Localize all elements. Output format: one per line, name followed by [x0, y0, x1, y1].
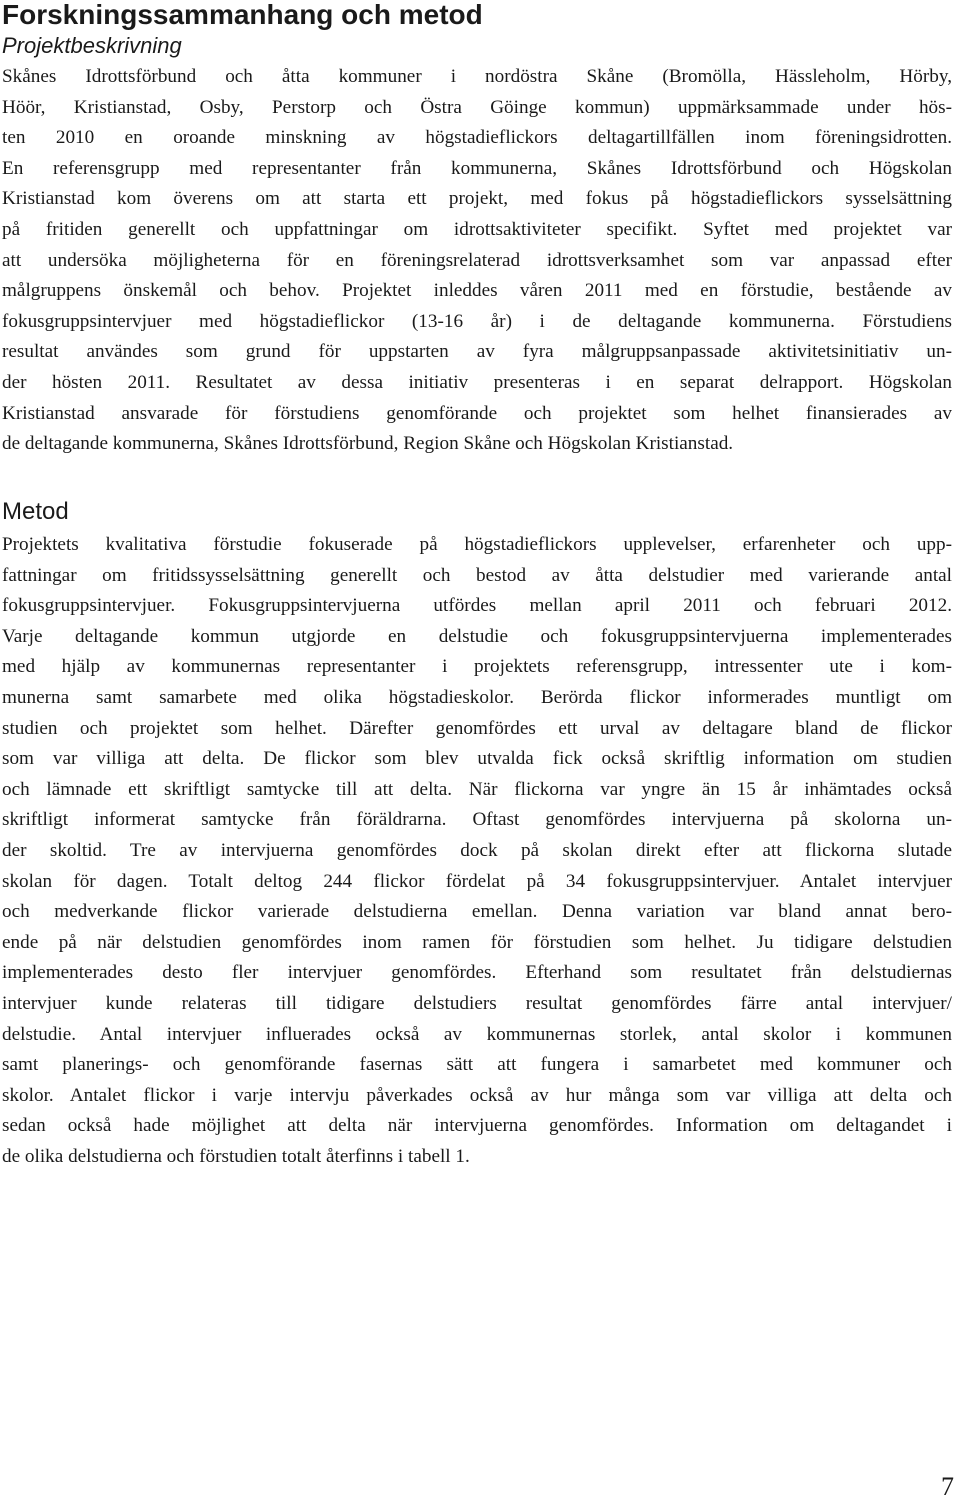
- text-line: Kristianstad ansvarade för förstudiens genomförande och projektet som helhet finansierades av: [2, 402, 952, 424]
- text-line: fokusgruppsintervjuer med högstadieflickor (13-16 år) i de deltagande kommunerna. Förstudiens: [2, 310, 952, 332]
- page-heading: Forskningssammanhang och metod: [2, 0, 483, 30]
- page-number: 7: [941, 1472, 954, 1501]
- text-line: studien och projektet som helhet. Därefter genomfördes ett urval av deltagare bland de flickor: [2, 717, 952, 739]
- text-line: resultat användes som grund för uppstarten av fyra målgruppsanpassade aktivitetsinitiativ un-: [2, 341, 952, 363]
- text-line: och medverkande flickor varierade delstudierna emellan. Denna variation var bland annat bero-: [2, 901, 952, 923]
- text-line: Skånes Idrottsförbund och åtta kommuner i nordöstra Skåne (Bromölla, Hässleholm, Hörby,: [2, 66, 952, 87]
- text-line: der hösten 2011. Resultatet av dessa initiativ presenteras i en separat delrapport. Högskolan: [2, 371, 952, 393]
- text-line: En referensgrupp med representanter från kommunerna, Skånes Idrottsförbund och Högskolan: [2, 157, 952, 179]
- text-line: delstudie. Antal intervjuer influerades också av kommunernas storlek, antal skolor i kommunen: [2, 1023, 952, 1045]
- text-line: fattningar om fritidssysselsättning generellt och bestod av åtta delstudier med varierande antal: [2, 564, 952, 586]
- text-line: sedan också hade möjlighet att delta när intervjuerna genomfördes. Information om deltagandet i: [2, 1115, 952, 1137]
- text-line: Projektets kvalitativa förstudie fokuserade på högstadieflickors upplevelser, erfarenheter och upp-: [2, 534, 952, 555]
- text-line: som var villiga att delta. De flickor som blev utvalda fick också skriftlig information om studien: [2, 748, 952, 770]
- text-line: och lämnade ett skriftligt samtycke till att delta. När flickorna var yngre än 15 år inhämtades också: [2, 778, 952, 800]
- text-line: skolor. Antalet flickor i varje intervju påverkades också av hur många som var villiga att delta och: [2, 1084, 952, 1106]
- text-line: ten 2010 en oroande minskning av högstadieflickors deltagartillfällen inom föreningsidrotten.: [2, 127, 952, 149]
- text-line: intervjuer kunde relateras till tidigare delstudiers resultat genomfördes färre antal intervjuer/: [2, 992, 952, 1014]
- text-line: implementerades desto fler intervjuer genomfördes. Efterhand som resultatet från delstudiernas: [2, 962, 952, 984]
- text-line: fokusgruppsintervjuer. Fokusgruppsintervjuerna utfördes mellan april 2011 och februari 2012.: [2, 595, 952, 617]
- text-line: samt planerings- och genomförande fasernas sätt att fungera i samarbetet med kommuner och: [2, 1054, 952, 1076]
- text-line: ende på när delstudien genomfördes inom ramen för förstudien som helhet. Ju tidigare delstudien: [2, 931, 952, 953]
- text-line: målgruppens önskemål och behov. Projektet inleddes våren 2011 med en förstudie, bestående av: [2, 280, 952, 302]
- text-line: munerna samt samarbete med olika högstadieskolor. Berörda flickor informerades muntligt om: [2, 686, 952, 708]
- section-heading-metod: Metod: [2, 498, 69, 525]
- text-line: de olika delstudierna och förstudien totalt återfinns i tabell 1.: [2, 1145, 470, 1167]
- text-line: skolan för dagen. Totalt deltog 244 flickor fördelat på 34 fokusgruppsintervjuer. Antalet intervjuer: [2, 870, 952, 892]
- text-line: der skoltid. Tre av intervjuerna genomfördes dock på skolan direkt efter att flickorna slutade: [2, 839, 952, 861]
- subheading-projektbeskrivning: Projektbeskrivning: [2, 33, 182, 58]
- paragraph-projektbeskrivning: [2, 62, 952, 460]
- text-line: Kristianstad kom överens om att starta ett projekt, med fokus på högstadieflickors sysselsättning: [2, 188, 952, 210]
- text-line: på fritiden generellt och uppfattningar om idrottsaktiviteter specifikt. Syftet med projektet var: [2, 218, 952, 240]
- text-line: med hjälp av kommunernas representanter i projektets referensgrupp, intressenter ute i kom-: [2, 656, 952, 678]
- text-line: Varje deltagande kommun utgjorde en delstudie och fokusgruppsintervjuerna implementerades: [2, 625, 952, 647]
- text-line: Höör, Kristianstad, Osby, Perstorp och Östra Göinge kommun) uppmärksammade under hös-: [2, 96, 952, 118]
- text-line: skriftligt informerat samtycke från föräldrarna. Oftast genomfördes intervjuerna på skolorna un-: [2, 809, 952, 831]
- text-line: de deltagande kommunerna, Skånes Idrottsförbund, Region Skåne och Högskolan Kristianstad.: [2, 433, 734, 455]
- text-line: att undersöka möjligheterna för en föreningsrelaterad idrottsverksamhet som var anpassad efter: [2, 249, 952, 271]
- paragraph-metod: [2, 530, 952, 1172]
